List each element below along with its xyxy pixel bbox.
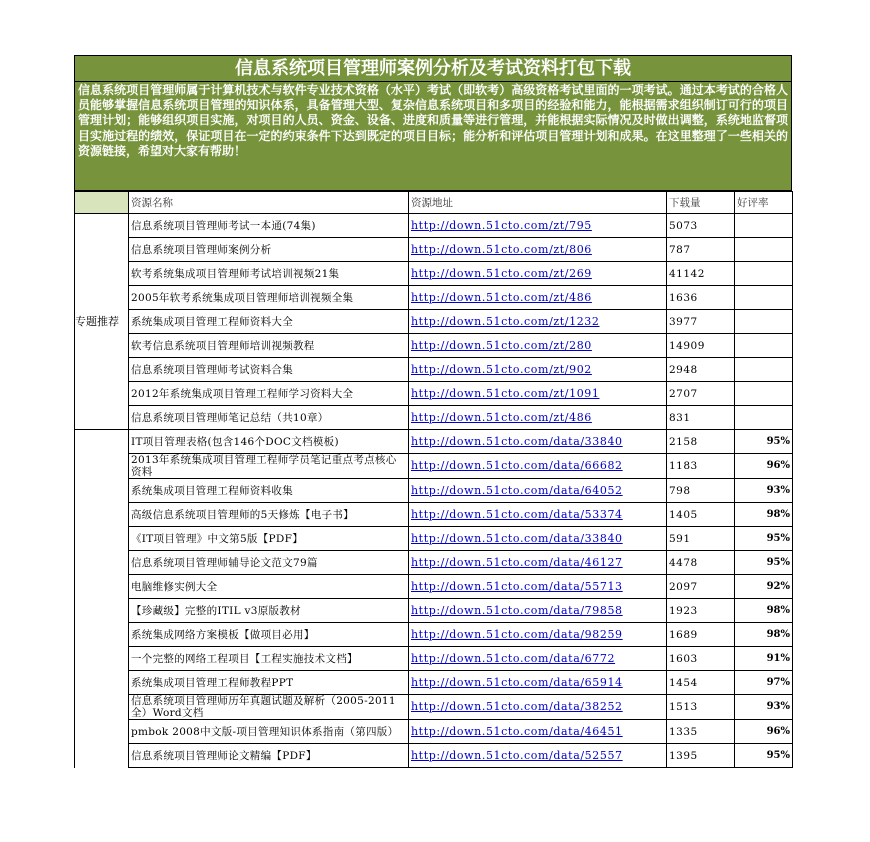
resource-name: 信息系统项目管理师考试一本通(74集) (129, 214, 409, 238)
download-count: 798 (667, 479, 735, 503)
resource-link[interactable]: http://down.51cto.com/zt/795 (409, 214, 667, 238)
resource-name: 信息系统项目管理师案例分析 (129, 238, 409, 262)
resource-link[interactable]: http://down.51cto.com/data/46127 (409, 551, 667, 575)
resource-link[interactable]: http://down.51cto.com/zt/280 (409, 334, 667, 358)
header-blank-cell (75, 192, 129, 214)
download-count: 2948 (667, 358, 735, 382)
resource-link[interactable]: http://down.51cto.com/zt/1232 (409, 310, 667, 334)
download-count: 1513 (667, 695, 735, 720)
table-row (75, 214, 793, 238)
header-row (75, 192, 793, 214)
download-count: 1405 (667, 503, 735, 527)
download-count: 2158 (667, 430, 735, 454)
download-count: 831 (667, 406, 735, 430)
resource-link[interactable]: http://down.51cto.com/data/52557 (409, 744, 667, 768)
header-url: 资源地址 (409, 192, 667, 214)
download-count: 1923 (667, 599, 735, 623)
table-row (75, 479, 793, 503)
resource-name: 2013年系统集成项目管理工程师学员笔记重点考点核心资料 (129, 454, 409, 479)
rating-value (735, 406, 793, 430)
resource-name: 系统集成项目管理工程师教程PPT (129, 671, 409, 695)
rating-value: 97% (735, 671, 793, 695)
resource-name: 软考系统集成项目管理师考试培训视频21集 (129, 262, 409, 286)
table-row (75, 671, 793, 695)
resource-link[interactable]: http://down.51cto.com/data/33840 (409, 430, 667, 454)
download-count: 1183 (667, 454, 735, 479)
category-cell: 专题推荐 (75, 214, 129, 430)
rating-value: 96% (735, 454, 793, 479)
table-row (75, 575, 793, 599)
table-row (75, 286, 793, 310)
download-count: 2707 (667, 382, 735, 406)
table-row (75, 454, 793, 479)
download-count: 1335 (667, 720, 735, 744)
resource-name: 系统集成项目管理工程师资料大全 (129, 310, 409, 334)
header-downloads: 下载量 (667, 192, 735, 214)
resource-link[interactable]: http://down.51cto.com/data/38252 (409, 695, 667, 720)
resource-link[interactable]: http://down.51cto.com/data/6772 (409, 647, 667, 671)
resource-name: 信息系统项目管理师辅导论文范文79篇 (129, 551, 409, 575)
download-count: 1454 (667, 671, 735, 695)
resource-link[interactable]: http://down.51cto.com/zt/269 (409, 262, 667, 286)
table-row (75, 310, 793, 334)
rating-value: 95% (735, 744, 793, 768)
rating-value: 98% (735, 623, 793, 647)
rating-value: 93% (735, 695, 793, 720)
resource-link[interactable]: http://down.51cto.com/data/64052 (409, 479, 667, 503)
resource-name: 2012年系统集成项目管理工程师学习资料大全 (129, 382, 409, 406)
download-count: 5073 (667, 214, 735, 238)
rating-value (735, 334, 793, 358)
rating-value (735, 238, 793, 262)
table-row (75, 744, 793, 768)
resource-name: 【珍藏级】完整的ITIL v3原版教材 (129, 599, 409, 623)
resource-name: 信息系统项目管理师论文精编【PDF】 (129, 744, 409, 768)
resource-name: 电脑维修实例大全 (129, 575, 409, 599)
rating-value: 95% (735, 551, 793, 575)
rating-value (735, 358, 793, 382)
rating-value: 98% (735, 503, 793, 527)
table-row (75, 503, 793, 527)
resource-name: 高级信息系统项目管理师的5天修炼【电子书】 (129, 503, 409, 527)
rating-value: 98% (735, 599, 793, 623)
download-count: 787 (667, 238, 735, 262)
table-row (75, 406, 793, 430)
sheet-title: 信息系统项目管理师案例分析及考试资料打包下载 (74, 55, 792, 82)
table-row (75, 695, 793, 720)
table-row (75, 238, 793, 262)
resource-name: 一个完整的网络工程项目【工程实施技术文档】 (129, 647, 409, 671)
resource-link[interactable]: http://down.51cto.com/zt/1091 (409, 382, 667, 406)
table-row (75, 720, 793, 744)
rating-value: 91% (735, 647, 793, 671)
table-row (75, 358, 793, 382)
resource-name: 系统集成网络方案模板【做项目必用】 (129, 623, 409, 647)
download-count: 4478 (667, 551, 735, 575)
rating-value: 95% (735, 430, 793, 454)
rating-value (735, 382, 793, 406)
resource-name: 系统集成项目管理工程师资料收集 (129, 479, 409, 503)
resource-link[interactable]: http://down.51cto.com/zt/486 (409, 286, 667, 310)
download-count: 1689 (667, 623, 735, 647)
header-rating: 好评率 (735, 192, 793, 214)
table-row (75, 551, 793, 575)
intro-text: 信息系统项目管理师属于计算机技术与软件专业技术资格（水平）考试（即软考）高级资格考试里面的一项考试。通过本考试的合格人员能够掌握信息系统项目管理的知识体系，具备管理大型、复杂信息系统项目和多项目的经验和能力，能根据需求组织制订可行的项目管理计划；能够组织项目实施，对项目的人员、资金、设备、进度和质量等进行管理，并能根据实际情况及时做出调整，系统地监督项目实施过程的绩效，保证项目在一定的约束条件下达到既定的项目目标；能分析和评估项目管理计划和成果。在这里整理了一些相关的资源链接，希望对大家有帮助！ (74, 82, 792, 191)
resource-link[interactable]: http://down.51cto.com/data/98259 (409, 623, 667, 647)
table-row (75, 334, 793, 358)
download-count: 591 (667, 527, 735, 551)
resource-name: 软考信息系统项目管理师培训视频教程 (129, 334, 409, 358)
resource-link[interactable]: http://down.51cto.com/data/53374 (409, 503, 667, 527)
rating-value (735, 262, 793, 286)
resource-link[interactable]: http://down.51cto.com/data/33840 (409, 527, 667, 551)
table-row (75, 623, 793, 647)
resource-name: 信息系统项目管理师历年真题试题及解析（2005-2011全）Word文档 (129, 695, 409, 720)
table-row (75, 647, 793, 671)
table-row (75, 262, 793, 286)
resource-link[interactable]: http://down.51cto.com/zt/902 (409, 358, 667, 382)
rating-value (735, 310, 793, 334)
download-count: 1603 (667, 647, 735, 671)
rating-value: 93% (735, 479, 793, 503)
table-row (75, 527, 793, 551)
resource-link[interactable]: http://down.51cto.com/data/46451 (409, 720, 667, 744)
rating-value (735, 286, 793, 310)
table-row (75, 430, 793, 454)
header-name: 资源名称 (129, 192, 409, 214)
download-count: 1395 (667, 744, 735, 768)
resource-link[interactable]: http://down.51cto.com/data/65914 (409, 671, 667, 695)
resource-link[interactable]: http://down.51cto.com/data/66682 (409, 454, 667, 479)
resource-table (74, 191, 793, 768)
resource-link[interactable]: http://down.51cto.com/data/55713 (409, 575, 667, 599)
resource-name: 2005年软考系统集成项目管理师培训视频全集 (129, 286, 409, 310)
resource-link[interactable]: http://down.51cto.com/zt/486 (409, 406, 667, 430)
resource-name: 《IT项目管理》中文第5版【PDF】 (129, 527, 409, 551)
table-row (75, 599, 793, 623)
table-row (75, 382, 793, 406)
download-count: 3977 (667, 310, 735, 334)
category-cell (75, 430, 129, 768)
spreadsheet (74, 55, 792, 768)
download-count: 2097 (667, 575, 735, 599)
rating-value (735, 214, 793, 238)
resource-name: IT项目管理表格(包含146个DOC文档模板) (129, 430, 409, 454)
download-count: 41142 (667, 262, 735, 286)
download-count: 14909 (667, 334, 735, 358)
resource-link[interactable]: http://down.51cto.com/zt/806 (409, 238, 667, 262)
resource-name: 信息系统项目管理师考试资料合集 (129, 358, 409, 382)
download-count: 1636 (667, 286, 735, 310)
resource-name: pmbok 2008中文版-项目管理知识体系指南（第四版） (129, 720, 409, 744)
rating-value: 96% (735, 720, 793, 744)
resource-link[interactable]: http://down.51cto.com/data/79858 (409, 599, 667, 623)
rating-value: 92% (735, 575, 793, 599)
resource-name: 信息系统项目管理师笔记总结（共10章） (129, 406, 409, 430)
rating-value: 95% (735, 527, 793, 551)
